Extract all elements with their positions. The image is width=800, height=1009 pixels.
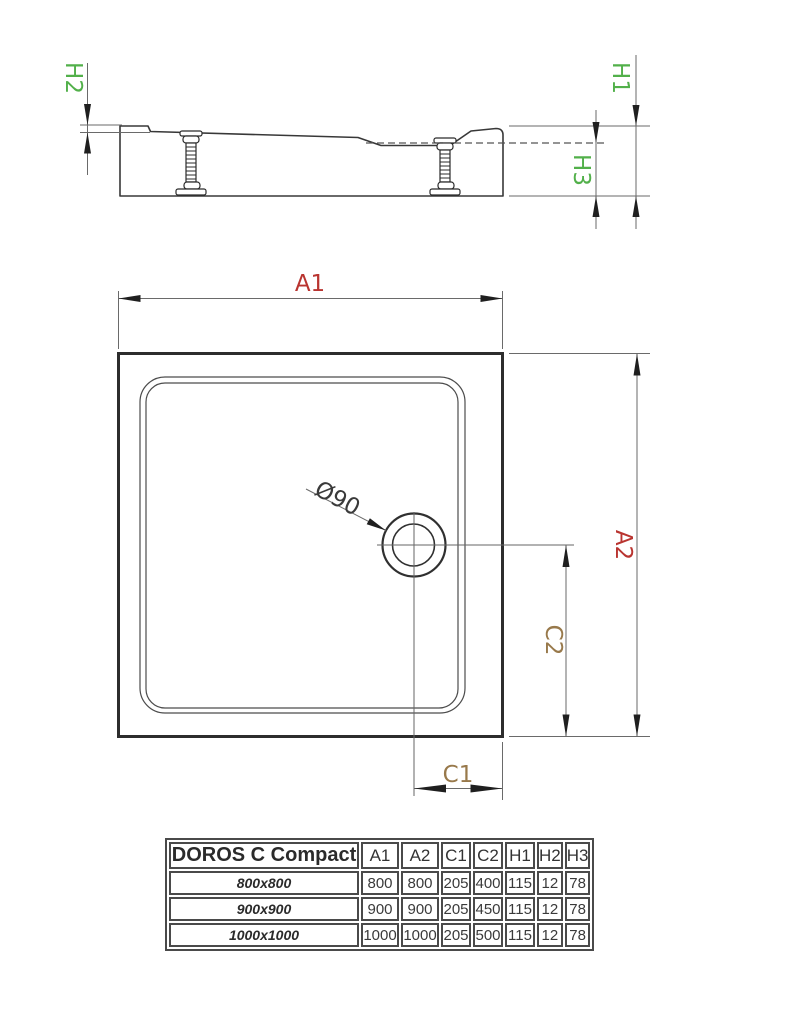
table-header-row [169,842,590,869]
dim-label-h1: H1 [607,62,633,94]
table-cell: 450 [473,897,503,921]
table-row-900 [169,897,590,921]
dimension-c2 [540,545,570,737]
row-size-label: 1000x1000 [169,923,359,947]
table-cell: 205 [441,897,471,921]
adjustable-foot-right [430,138,460,195]
dim-label-c2: C2 [540,624,566,656]
col-header-c2: C2 [473,842,503,869]
table-cell: 12 [537,871,563,895]
col-header-h1: H1 [505,842,535,869]
table-cell: 800 [361,871,399,895]
table-cell: 115 [505,897,535,921]
col-header-c1: C1 [441,842,471,869]
table-cell: 12 [537,897,563,921]
table-cell: 12 [537,923,563,947]
table-cell: 78 [565,871,591,895]
dim-label-c1: C1 [442,762,474,788]
table-cell: 115 [505,923,535,947]
table-cell: 115 [505,871,535,895]
table-cell: 205 [441,871,471,895]
table-row-1000 [169,923,590,947]
dim-label-h3: H3 [568,154,594,186]
dim-label-a2: A2 [610,529,636,561]
row-size-label: 800x800 [169,871,359,895]
col-header-a1: A1 [361,842,399,869]
row-size-label: 900x900 [169,897,359,921]
col-header-h2: H2 [537,842,563,869]
table-row-800 [169,871,590,895]
table-cell: 1000 [361,923,399,947]
col-header-h3: H3 [565,842,591,869]
table-cell: 205 [441,923,471,947]
table-cell: 900 [361,897,399,921]
dimension-h3 [568,110,600,229]
dimension-c1 [414,742,503,800]
dimension-h1 [509,55,650,229]
col-header-a2: A2 [401,842,439,869]
table-cell: 500 [473,923,503,947]
top-view [119,271,651,800]
side-view [60,55,650,229]
table-cell: 78 [565,897,591,921]
spec-table [165,838,594,951]
table-cell: 800 [401,871,439,895]
table-cell: 78 [565,923,591,947]
drain-diameter-callout [306,476,386,530]
drain-diameter-label: Ø90 [310,476,365,522]
table-cell: 900 [401,897,439,921]
adjustable-foot-left [176,131,206,195]
table-cell: 400 [473,871,503,895]
dim-label-a1: A1 [294,271,326,297]
table-cell: 1000 [401,923,439,947]
dimension-h2 [60,62,150,175]
dim-label-h2: H2 [60,62,86,94]
dimension-a1 [119,271,503,349]
table-title: DOROS C Compact [169,842,359,869]
